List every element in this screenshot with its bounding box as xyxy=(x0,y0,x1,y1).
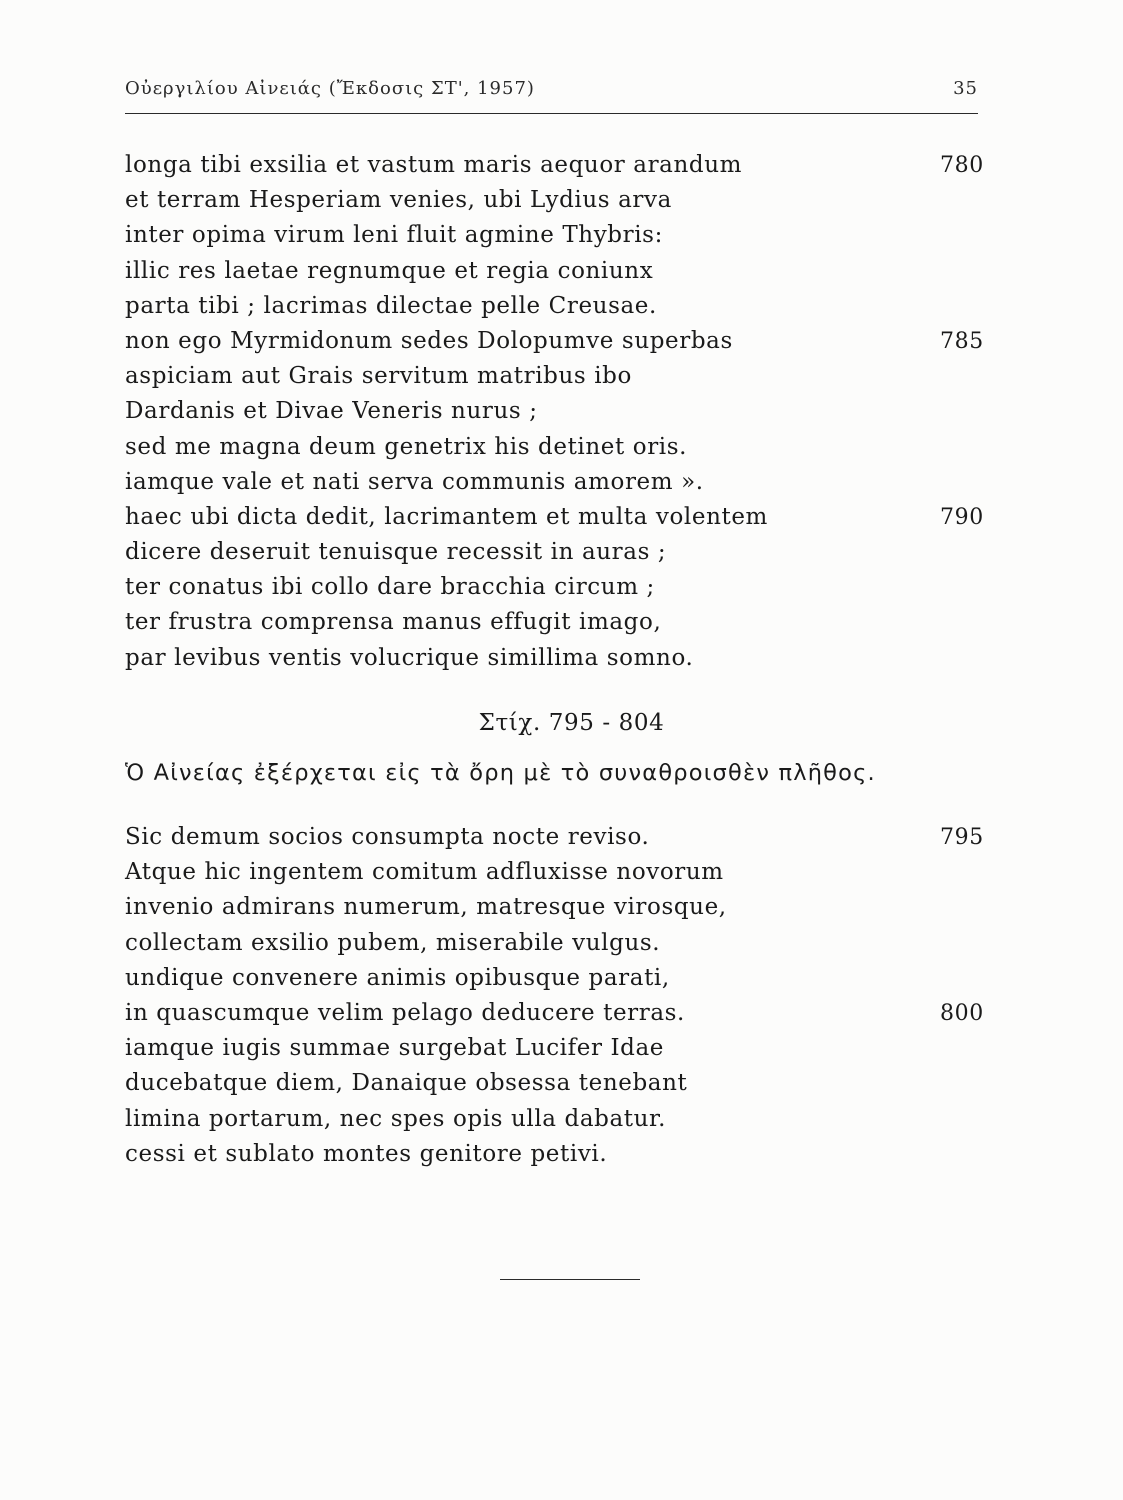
verse-line xyxy=(125,254,985,289)
verse-line xyxy=(125,890,985,925)
verse-text: aspiciam aut Grais servitum matribus ibo xyxy=(125,363,632,390)
running-header xyxy=(125,76,978,106)
verse-line xyxy=(125,324,985,359)
line-number: 790 xyxy=(940,504,984,530)
page-number: 35 xyxy=(953,78,978,99)
verse-text: longa tibi exsilia et vastum maris aequor arandum xyxy=(125,152,743,178)
verse-text: Atque hic ingentem comitum adfluxisse novorum xyxy=(125,859,724,886)
header-rule xyxy=(125,113,978,114)
verse-line xyxy=(125,535,985,570)
verse-text: undique convenere animis opibusque parati, xyxy=(125,964,670,991)
verse-line xyxy=(125,570,985,605)
section-title: Ὁ Αἰνείας ἐξέρχεται εἰς τὰ ὄρη μὲ τὸ συναθροισθὲν πλῆθος. xyxy=(125,760,876,786)
verse-text: Sic demum socios consumpta nocte reviso. xyxy=(125,824,650,850)
verse-line xyxy=(125,1066,985,1101)
line-number: 780 xyxy=(940,153,984,178)
verse-text: inter opima virum leni fluit agmine Thybris: xyxy=(125,222,663,249)
verse-line xyxy=(125,855,985,890)
verse-text: cessi et sublato montes genitore petivi. xyxy=(125,1140,608,1167)
verse-text: iamque iugis summae surgebat Lucifer Idae xyxy=(125,1035,664,1062)
verse-line xyxy=(125,218,985,253)
line-number: 785 xyxy=(940,328,984,354)
line-number: 795 xyxy=(940,825,984,850)
verse-text: illic res laetae regnumque et regia coniunx xyxy=(125,257,654,284)
verse-text: iamque vale et nati serva communis amorem ». xyxy=(125,468,704,495)
verse-block-2 xyxy=(125,820,985,1172)
end-rule xyxy=(500,1279,640,1280)
header-title: Οὐεργιλίου Αἰνειάς (Ἔκδοσις ΣΤ', 1957) xyxy=(125,78,535,99)
verse-line xyxy=(125,183,985,218)
verse-text: sed me magna deum genetrix his detinet oris. xyxy=(125,433,688,460)
verse-text: Dardanis et Divae Veneris nurus ; xyxy=(125,398,538,425)
verse-text: ter conatus ibi collo dare bracchia circum ; xyxy=(125,574,655,601)
verse-line xyxy=(125,1137,985,1172)
verse-line xyxy=(125,926,985,961)
verse-line xyxy=(125,961,985,996)
verse-line xyxy=(125,820,985,855)
verse-line xyxy=(125,605,985,640)
verse-text: non ego Myrmidonum sedes Dolopumve superbas xyxy=(125,327,733,354)
verse-block-1 xyxy=(125,148,985,676)
verse-text: par levibus ventis volucrique simillima somno. xyxy=(125,644,694,671)
verse-text: in quascumque velim pelago deducere terras. xyxy=(125,999,685,1026)
verse-line xyxy=(125,394,985,429)
verse-text: limina portarum, nec spes opis ulla dabatur. xyxy=(125,1105,667,1132)
verse-line xyxy=(125,430,985,465)
verse-line xyxy=(125,289,985,324)
verse-line xyxy=(125,1102,985,1137)
verse-line xyxy=(125,996,985,1031)
verse-line xyxy=(125,500,985,535)
verse-text: parta tibi ; lacrimas dilectae pelle Creusae. xyxy=(125,292,657,319)
verse-text: ter frustra comprensa manus effugit imago, xyxy=(125,609,662,636)
verse-text: dicere deseruit tenuisque recessit in auras ; xyxy=(125,539,667,566)
verse-line xyxy=(125,641,985,676)
section-verse-reference: Στίχ. 795 - 804 xyxy=(478,710,665,736)
verse-text: collectam exsilio pubem, miserabile vulgus. xyxy=(125,929,661,956)
verse-text: haec ubi dicta dedit, lacrimantem et multa volentem xyxy=(125,503,768,530)
verse-text: ducebatque diem, Danaique obsessa tenebant xyxy=(125,1070,688,1097)
verse-text: invenio admirans numerum, matresque virosque, xyxy=(125,894,727,921)
verse-line xyxy=(125,465,985,500)
verse-line xyxy=(125,148,985,183)
verse-text: et terram Hesperiam venies, ubi Lydius arva xyxy=(125,187,672,214)
verse-line xyxy=(125,1031,985,1066)
line-number: 800 xyxy=(940,1000,984,1026)
verse-line xyxy=(125,359,985,394)
